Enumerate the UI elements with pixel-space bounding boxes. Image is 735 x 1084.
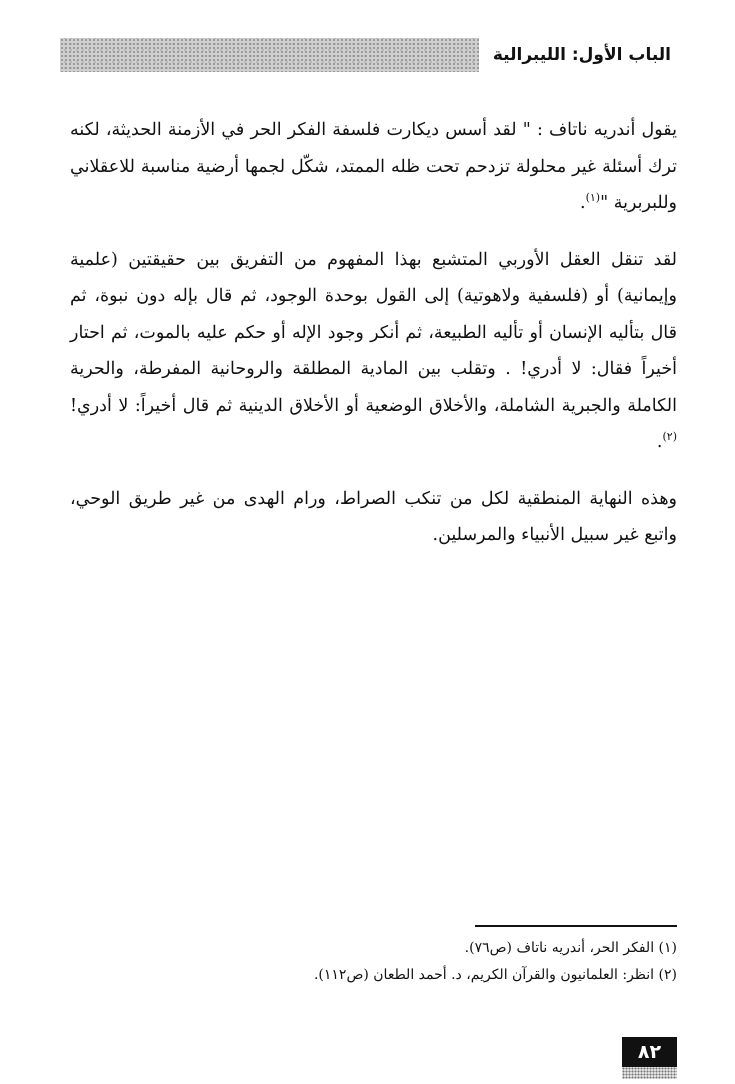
footnote-divider: [475, 925, 677, 927]
paragraph: [70, 242, 677, 461]
footnote: (١) الفكر الحر، أندريه ناتاف (ص٧٦).: [464, 940, 677, 956]
paragraph: [70, 112, 677, 222]
footnotes: [70, 935, 677, 989]
footnote-reference: (١): [585, 191, 601, 205]
paragraph-end: .: [656, 432, 663, 452]
paragraph-text: يقول أندريه ناتاف : " لقد أسس ديكارت فلسفة الفكر الحر في الأزمنة الحديثة، لكنه ترك أسئلة غير محلولة تزدحم تحت ظله الممتد، شكّل لجمها أرضية مناسبة للاعقلاني وللبربرية ": [70, 120, 677, 213]
running-header: [60, 38, 677, 72]
page-number: ٨٢: [622, 1037, 677, 1067]
page-number-decoration: [622, 1067, 677, 1079]
paragraph-text: وهذه النهاية المنطقية لكل من تنكب الصراط، ورام الهدى من غير طريق الوحي، واتبع غير سبيل الأنبياء والمرسلين.: [70, 488, 677, 545]
paragraph-end: .: [580, 193, 586, 213]
paragraph-text: لقد تنقل العقل الأوربي المتشبع بهذا المفهوم من التفريق بين حقيقتين (علمية وإيمانية) أو (فلسفية ولاهوتية) إلى القول بوحدة الوجود، ثم قال بإله دون نبوة، ثم قال بتأليه الإنسان أو تأليه الطبيعة، ثم أنكر وجود الإله أو حكم عليه بالموت، ثم احتار أخيراً فقال: لا أدري! . وتقلب بين المادية المطلقة والروحانية المفرطة، والحرية الكاملة والجبرية الشاملة، والأخلاق الوضعية أو الأخلاق الدينية ثم قال أخيراً: لا أدري!: [70, 249, 677, 416]
footnote: (٢) انظر: العلمانيون والقرآن الكريم، د. أحمد الطعان (ص١١٢).: [313, 967, 677, 983]
paragraph: [70, 481, 677, 554]
running-header-title: الباب الأول: الليبرالية: [479, 38, 677, 72]
footnote-reference: (٢): [662, 430, 677, 444]
body-text: [70, 112, 677, 574]
